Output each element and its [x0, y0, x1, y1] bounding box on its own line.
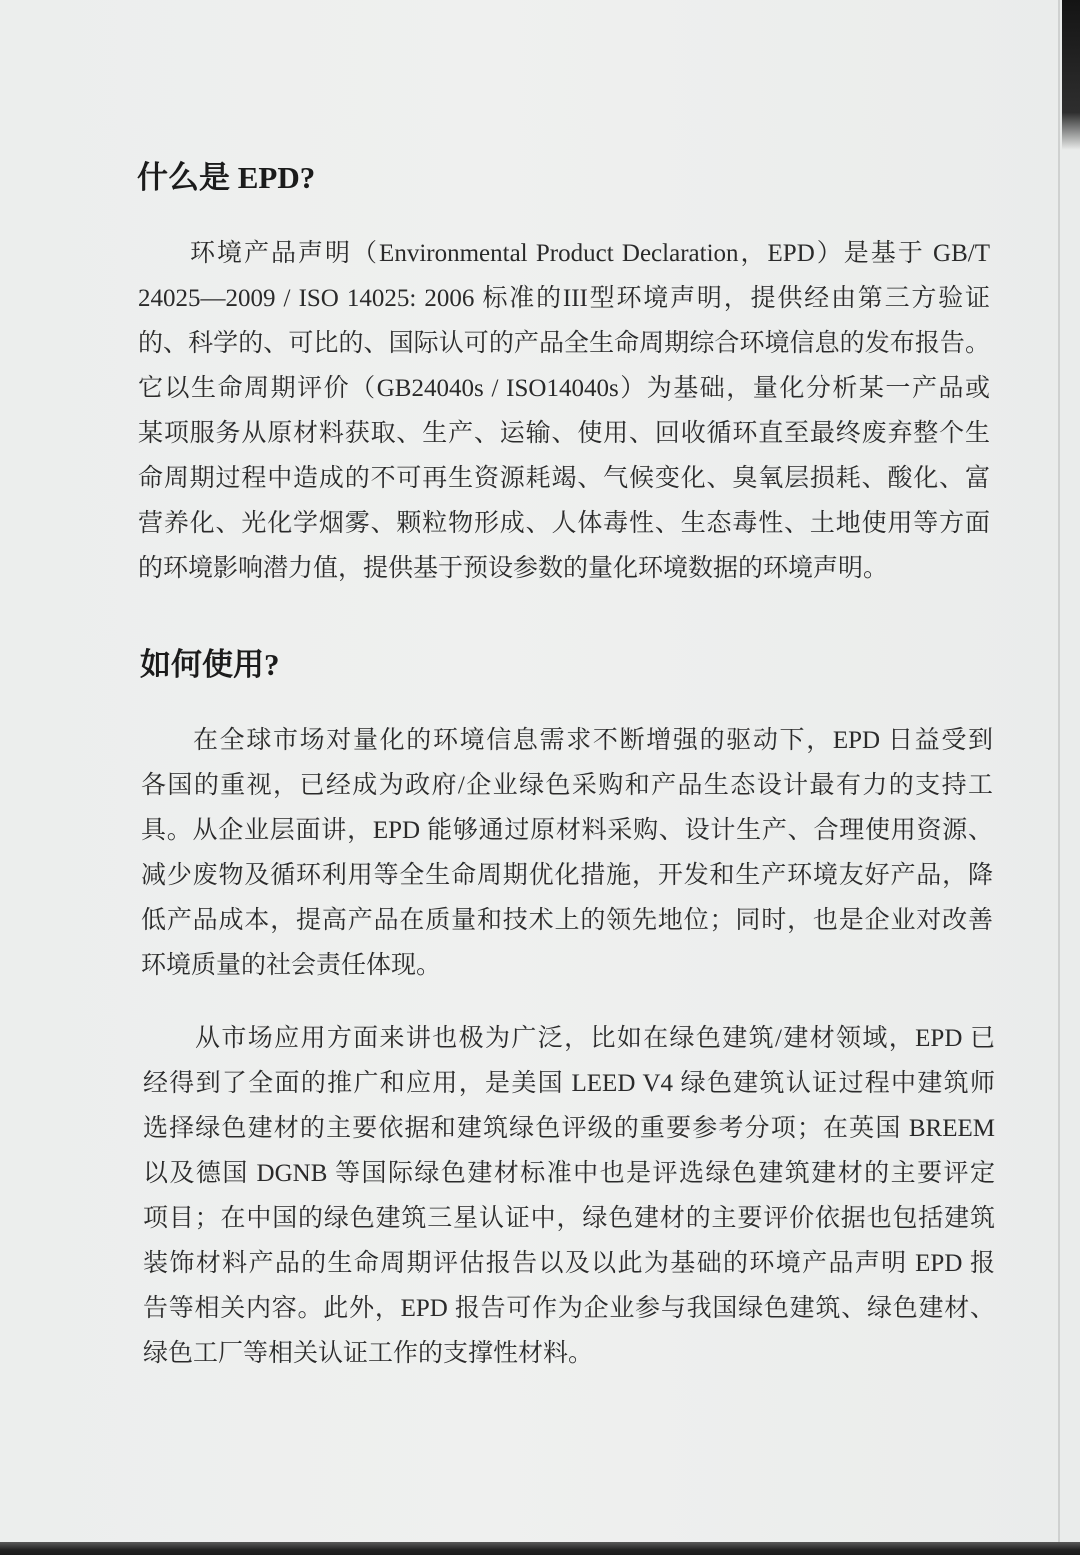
text-line: 营养化、光化学烟雾、颗粒物形成、人体毒性、生态毒性、土地使用等方面 [138, 510, 990, 537]
text-line: 项目；在中国的绿色建筑三星认证中，绿色建材的主要评价依据也包括建筑 [143, 1205, 995, 1232]
text-line: 装饰材料产品的生命周期评估报告以及以此为基础的环境产品声明 EPD 报 [143, 1250, 995, 1277]
text-line: 环境质量的社会责任体现。 [141, 952, 442, 979]
paragraph [138, 231, 990, 591]
text-line: 各国的重视，已经成为政府/企业绿色采购和产品生态设计最有力的支持工 [141, 772, 993, 799]
paragraph [143, 1016, 995, 1376]
text-line: 经得到了全面的推广和应用，是美国 LEED V4 绿色建筑认证过程中建筑师 [143, 1070, 995, 1097]
text-line: 命周期过程中造成的不可再生资源耗竭、气候变化、臭氧层损耗、酸化、富 [138, 465, 990, 492]
section-heading-what-is-epd: 什么是 EPD? [137, 160, 316, 195]
text-line: 的环境影响潜力值，提供基于预设参数的量化环境数据的环境声明。 [138, 555, 889, 582]
text-line: 它以生命周期评价（GB24040s / ISO14040s）为基础，量化分析某一产品或 [138, 375, 990, 402]
scan-shadow-bottom [0, 1542, 1080, 1555]
text-line: 绿色工厂等相关认证工作的支撑性材料。 [143, 1340, 594, 1367]
scan-page-edge [1058, 0, 1060, 1555]
text-line: 选择绿色建材的主要依据和建筑绿色评级的重要参考分项；在英国 BREEM [143, 1115, 995, 1142]
text-line: 从市场应用方面来讲也极为广泛，比如在绿色建筑/建材领域，EPD 已 [195, 1025, 995, 1052]
text-line: 的、科学的、可比的、国际认可的产品全生命周期综合环境信息的发布报告。 [138, 330, 990, 357]
text-line: 低产品成本，提高产品在质量和技术上的领先地位；同时，也是企业对改善 [141, 907, 993, 934]
text-line: 24025—2009 / ISO 14025: 2006 标准的III型环境声明，提供经由第三方验证 [138, 285, 990, 312]
text-line: 在全球市场对量化的环境信息需求不断增强的驱动下，EPD 日益受到 [193, 727, 993, 754]
text-line: 告等相关内容。此外，EPD 报告可作为企业参与我国绿色建筑、绿色建材、 [143, 1295, 995, 1322]
text-line: 减少废物及循环利用等全生命周期优化措施，开发和生产环境友好产品，降 [141, 862, 993, 889]
scan-shadow-right [1062, 0, 1080, 150]
text-line: 某项服务从原材料获取、生产、运输、使用、回收循环直至最终废弃整个生 [138, 420, 990, 447]
text-line: 环境产品声明（Environmental Product Declaration，EPD）是基于 GB/T [190, 240, 990, 267]
text-line: 具。从企业层面讲，EPD 能够通过原材料采购、设计生产、合理使用资源、 [141, 817, 993, 844]
text-line: 以及德国 DGNB 等国际绿色建材标准中也是评选绿色建筑建材的主要评定 [143, 1160, 995, 1187]
section-heading-how-to-use: 如何使用? [140, 647, 280, 682]
paragraph [141, 718, 993, 988]
